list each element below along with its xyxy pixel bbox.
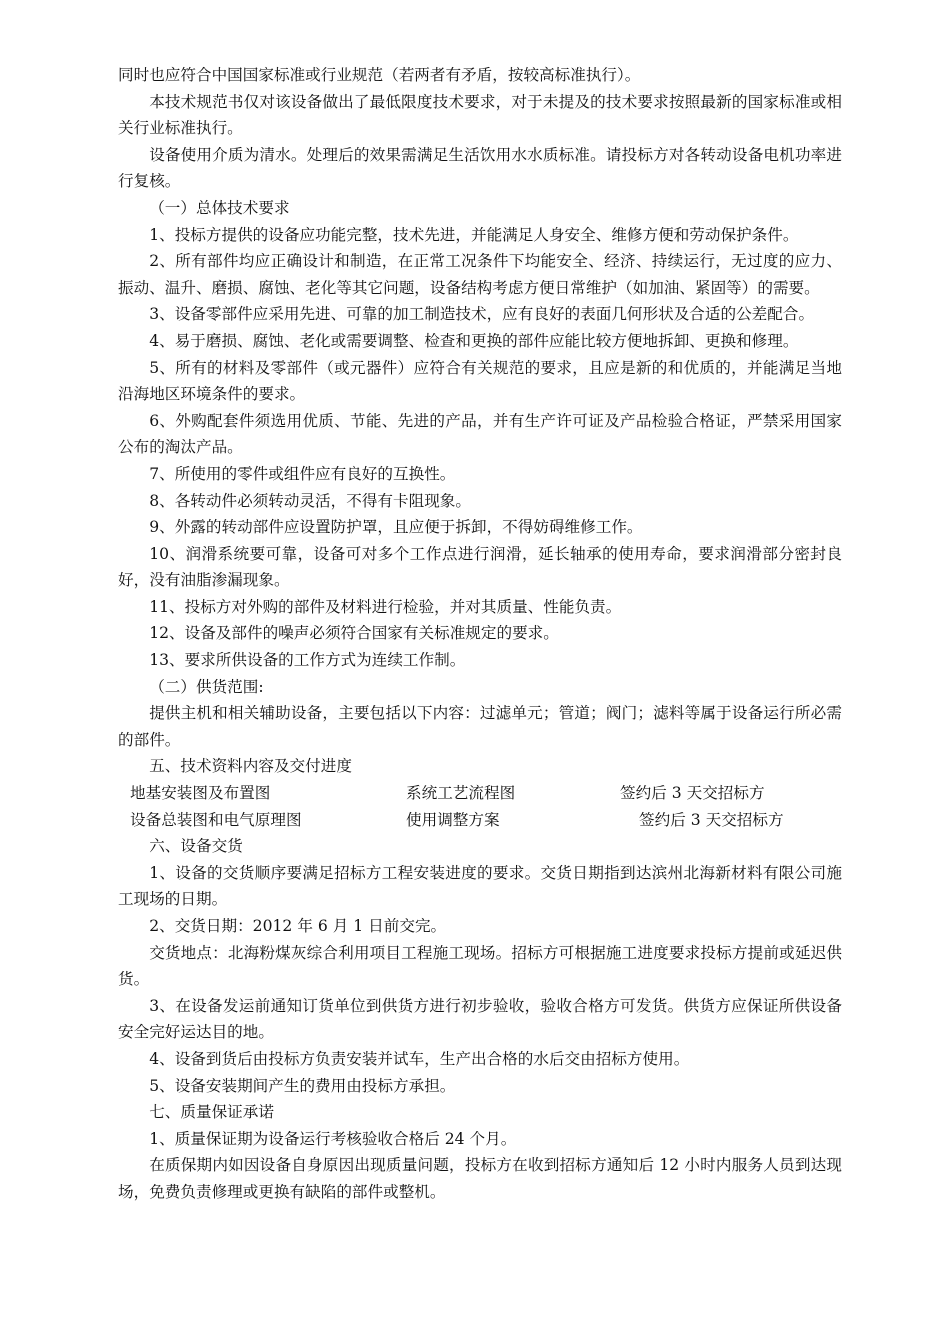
quality-item: 在质保期内如因设备自身原因出现质量问题，投标方在收到招标方通知后 12 小时内服务人员到达现场，免费负责修理或更换有缺陷的部件或整机。 bbox=[118, 1156, 842, 1201]
delivery-item: 4、设备到货后由投标方负责安装并试车，生产出合格的水后交由招标方使用。 bbox=[149, 1049, 690, 1068]
general-item: 6、外购配套件须选用优质、节能、先进的产品，并有生产许可证及产品检验合格证，严禁采用国家公布的淘汰产品。 bbox=[118, 411, 842, 457]
quality-item: 1、质量保证期为设备运行考核验收合格后 24 个月。 bbox=[149, 1129, 517, 1148]
tech-docs-cell: 签约后 3 天交招标方 bbox=[639, 810, 784, 829]
general-item: 2、所有部件均应正确设计和制造，在正常工况条件下均能安全、经济、持续运行，无过度的应力、振动、温升、磨损、腐蚀、老化等其它问题，设备结构考虑方便日常维护（如加油、紧固等）的需要。 bbox=[118, 252, 842, 297]
general-requirements-heading: （一）总体技术要求 bbox=[149, 198, 290, 217]
delivery-item: 交货地点：北海粉煤灰综合利用项目工程施工现场。招标方可根据施工进度要求投标方提前或延迟供货。 bbox=[118, 943, 842, 989]
general-item: 12、设备及部件的噪声必须符合国家有关标准规定的要求。 bbox=[149, 624, 559, 643]
tech-docs-cell: 系统工艺流程图 bbox=[406, 784, 516, 803]
intro-paragraph-1: 同时也应符合中国国家标准或行业规范（若两者有矛盾，按较高标准执行）。 bbox=[118, 66, 641, 84]
general-item: 10、润滑系统要可靠，设备可对多个工作点进行润滑，延长轴承的使用寿命，要求润滑部分密封良好，没有油脂渗漏现象。 bbox=[118, 544, 842, 590]
supply-scope-heading: （二）供货范围: bbox=[149, 677, 264, 696]
delivery-item: 2、交货日期：2012 年 6 月 1 日前交完。 bbox=[149, 917, 447, 935]
general-item: 4、易于磨损、腐蚀、老化或需要调整、检查和更换的部件应能比较方便地拆卸、更换和修理。 bbox=[149, 331, 799, 350]
general-item: 8、各转动件必须转动灵活，不得有卡阻现象。 bbox=[149, 491, 471, 510]
intro-paragraph-3: 设备使用介质为清水。处理后的效果需满足生活饮用水水质标准。请投标方对各转动设备电机功率进行复核。 bbox=[118, 145, 842, 191]
delivery-item: 1、设备的交货顺序要满足招标方工程安装进度的要求。交货日期指到达滨州北海新材料有限公司施工现场的日期。 bbox=[118, 863, 842, 909]
document-page bbox=[118, 62, 842, 1206]
tech-docs-row bbox=[118, 807, 842, 834]
quality-heading: 七、质量保证承诺 bbox=[149, 1103, 274, 1122]
delivery-item: 5、设备安装期间产生的费用由投标方承担。 bbox=[149, 1076, 456, 1095]
general-item: 5、所有的材料及零部件（或元器件）应符合有关规范的要求，且应是新的和优质的，并能满足当地沿海地区环境条件的要求。 bbox=[118, 358, 842, 404]
delivery-item: 3、在设备发运前通知订货单位到供货方进行初步验收，验收合格方可发货。供货方应保证所供设备安全完好运达目的地。 bbox=[118, 996, 842, 1042]
general-item: 9、外露的转动部件应设置防护罩，且应便于拆卸，不得妨碍维修工作。 bbox=[149, 518, 643, 537]
general-item: 11、投标方对外购的部件及材料进行检验，并对其质量、性能负责。 bbox=[149, 597, 622, 616]
general-item: 3、设备零部件应采用先进、可靠的加工制造技术，应有良好的表面几何形状及合适的公差配合。 bbox=[149, 305, 815, 324]
general-item: 1、投标方提供的设备应功能完整，技术先进，并能满足人身安全、维修方便和劳动保护条件。 bbox=[149, 225, 799, 244]
tech-docs-cell: 使用调整方案 bbox=[406, 810, 500, 829]
intro-paragraph-2: 本技术规范书仅对该设备做出了最低限度技术要求，对于未提及的技术要求按照最新的国家标准或相关行业标准执行。 bbox=[118, 92, 842, 138]
tech-docs-cell: 地基安装图及布置图 bbox=[130, 784, 271, 803]
tech-docs-cell: 设备总装图和电气原理图 bbox=[130, 810, 302, 829]
tech-docs-row bbox=[118, 780, 842, 807]
delivery-heading: 六、设备交货 bbox=[149, 837, 243, 856]
supply-scope-text: 提供主机和相关辅助设备，主要包括以下内容：过滤单元；管道；阀门；滤料等属于设备运行所必需的部件。 bbox=[118, 704, 842, 749]
general-item: 13、要求所供设备的工作方式为连续工作制。 bbox=[149, 651, 466, 670]
general-item: 7、所使用的零件或组件应有良好的互换性。 bbox=[149, 464, 456, 483]
tech-docs-heading: 五、技术资料内容及交付进度 bbox=[149, 757, 352, 776]
tech-docs-cell: 签约后 3 天交招标方 bbox=[620, 784, 765, 803]
